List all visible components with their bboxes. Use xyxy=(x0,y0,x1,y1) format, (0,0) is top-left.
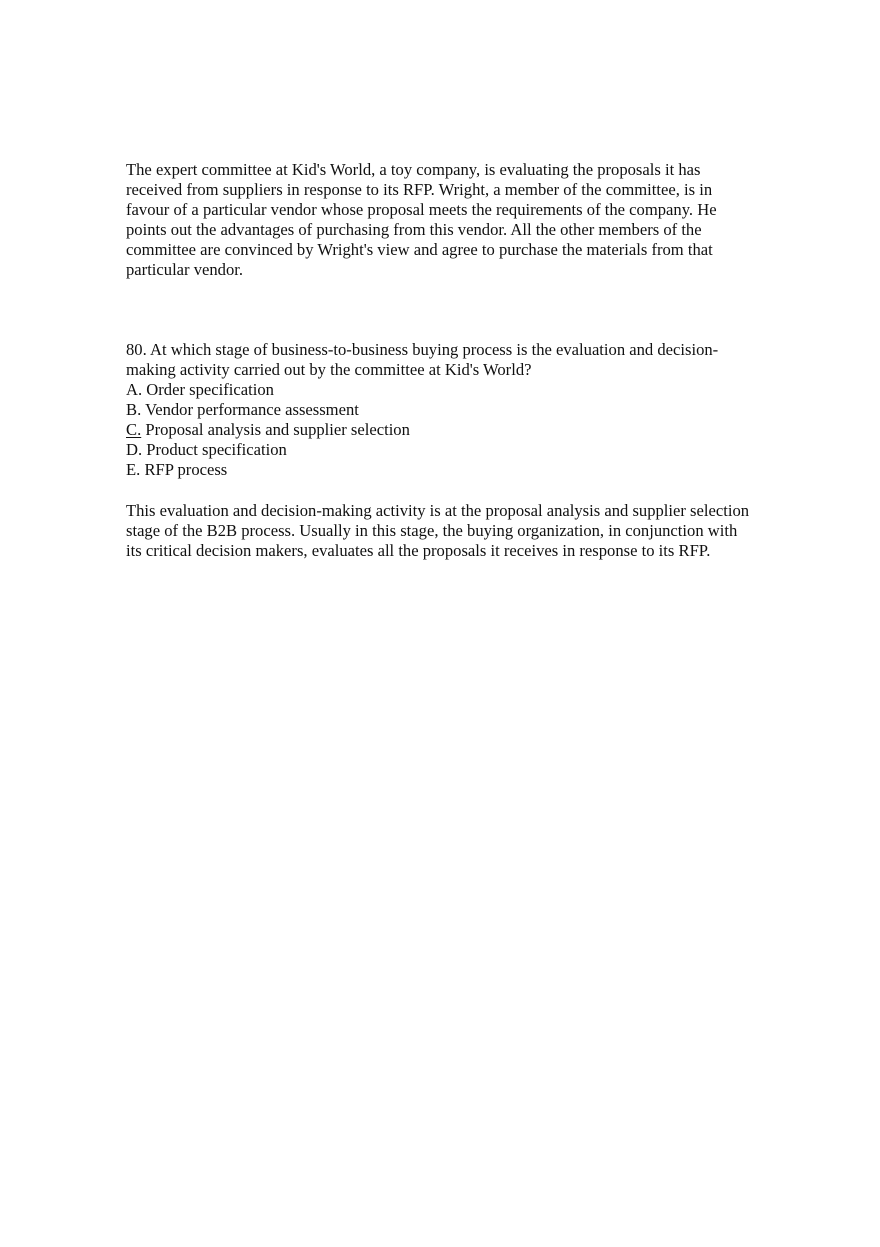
explanation-paragraph: This evaluation and decision-making activity is at the proposal analysis and supplier selection stage of the B2B process. Usually in this stage, the buying organization, in conjunction with its critical decision makers, evaluates all the proposals it receives in response to its RFP. xyxy=(126,501,750,560)
option-letter: B. xyxy=(126,400,142,419)
option-a xyxy=(126,380,776,400)
answer-options xyxy=(126,380,776,480)
option-e xyxy=(126,460,776,480)
question-block xyxy=(126,340,776,480)
option-d xyxy=(126,440,776,460)
question-stem: 80. At which stage of business-to-business buying process is the evaluation and decision- making activity carried out by the committee at Kid's World? xyxy=(126,340,719,379)
option-text: Order specification xyxy=(142,380,274,399)
option-b xyxy=(126,400,776,420)
option-letter: E. xyxy=(126,460,141,479)
option-text: Proposal analysis and supplier selection xyxy=(141,420,410,439)
option-letter: A. xyxy=(126,380,143,399)
scenario-paragraph: The expert committee at Kid's World, a toy company, is evaluating the proposals it has received from suppliers in response to its RFP. Wright, a member of the committee, is in favour of a particular vendor whose proposal meets the requirements of the company. He points out the advantages of purchasing from this vendor. All the other members of the committee are convinced by Wright's view and agree to purchase the materials from that particular vendor. xyxy=(126,160,717,279)
option-text: RFP process xyxy=(140,460,228,479)
option-text: Vendor performance assessment xyxy=(141,400,359,419)
option-text: Product specification xyxy=(142,440,287,459)
option-letter: D. xyxy=(126,440,143,459)
option-c xyxy=(126,420,776,440)
correct-option-letter: C. xyxy=(126,420,142,439)
